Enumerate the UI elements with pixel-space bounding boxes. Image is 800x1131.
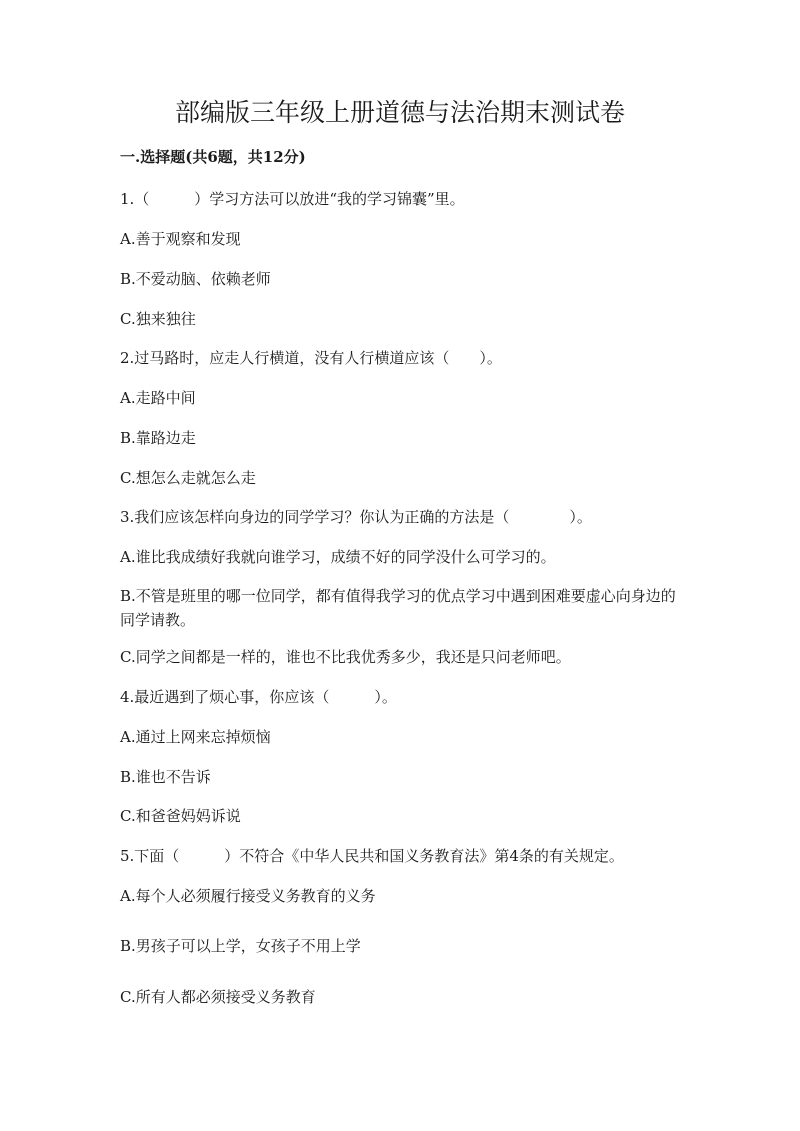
question-4-stem: 4.最近遇到了烦心事，你应该（ ）。: [120, 688, 397, 706]
question-4-option-b: B.谁也不告诉: [120, 768, 211, 786]
question-2-stem: 2.过马路时，应走人行横道，没有人行横道应该（ ）。: [120, 349, 502, 367]
question-4-option-c: C.和爸爸妈妈诉说: [120, 807, 241, 825]
question-2-option-b: B.靠路边走: [120, 429, 196, 447]
section-heading: 一.选择题(共6题，共12分): [120, 148, 306, 166]
question-3-option-c: C.同学之间都是一样的，谁也不比我优秀多少，我还是只问老师吧。: [120, 648, 571, 666]
question-1-option-b: B.不爱动脑、依赖老师: [120, 270, 271, 288]
question-1-option-a: A.善于观察和发现: [120, 230, 241, 248]
question-3-stem: 3.我们应该怎样向身边的同学学习？你认为正确的方法是（ ）。: [120, 508, 592, 526]
question-3-option-b: B.不管是班里的哪一位同学，都有值得我学习的优点学习中遇到困难要虚心向身边的同学请教。: [120, 587, 676, 629]
question-2-option-a: A.走路中间: [120, 389, 196, 407]
question-2-option-c: C.想怎么走就怎么走: [120, 469, 256, 487]
question-4-option-a: A.通过上网来忘掉烦恼: [120, 728, 271, 746]
question-5-stem: 5.下面（ ）不符合《中华人民共和国义务教育法》第4条的有关规定。: [120, 847, 624, 865]
question-5-option-b: B.男孩子可以上学，女孩子不用上学: [120, 937, 361, 955]
question-1-stem: 1.（ ）学习方法可以放进“我的学习锦囊”里。: [120, 190, 465, 208]
question-5-option-a: A.每个人必须履行接受义务教育的义务: [120, 887, 376, 905]
question-3-option-a: A.谁比我成绩好我就向谁学习，成绩不好的同学没什么可学习的。: [120, 548, 556, 566]
document-title: 部编版三年级上册道德与法治期末测试卷: [174, 98, 625, 127]
question-1-option-c: C.独来独往: [120, 310, 196, 328]
question-5-option-c: C.所有人都必须接受义务教育: [120, 988, 316, 1006]
